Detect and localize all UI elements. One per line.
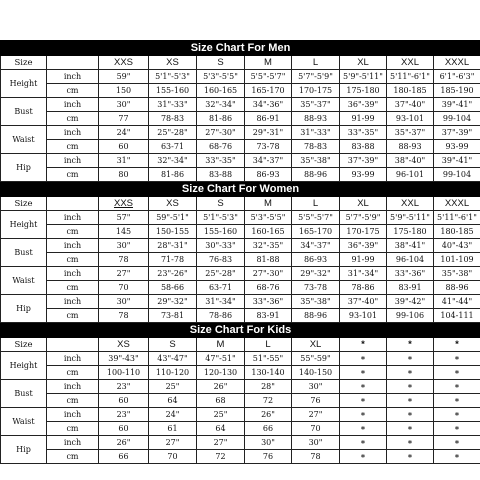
value-cell: 83-88 <box>340 140 387 154</box>
value-cell: 64 <box>197 422 245 436</box>
size-header-cell: XL <box>340 197 387 211</box>
value-cell: 60 <box>99 140 149 154</box>
value-cell: 160-165 <box>197 84 245 98</box>
unit-cell: inch <box>47 211 99 225</box>
value-cell: 78 <box>292 450 340 464</box>
value-cell: 24" <box>99 126 149 140</box>
value-cell: * <box>434 394 480 408</box>
value-cell: 78-86 <box>340 281 387 295</box>
value-cell: 180-185 <box>387 84 434 98</box>
value-cell: 83-91 <box>245 309 292 323</box>
value-cell: 40"-43" <box>434 239 480 253</box>
value-cell: 5'7"-5'9" <box>292 70 340 84</box>
measurement-name: Hip <box>1 436 47 464</box>
value-cell: 72 <box>245 394 292 408</box>
size-header-cell: S <box>197 197 245 211</box>
value-cell: 68 <box>197 394 245 408</box>
empty-cell <box>47 197 99 211</box>
value-cell: 32"-35" <box>245 239 292 253</box>
value-cell: 23" <box>99 380 149 394</box>
measurement-row <box>1 267 480 281</box>
value-cell: 30" <box>245 436 292 450</box>
value-cell: 93-101 <box>387 112 434 126</box>
value-cell: 26" <box>245 408 292 422</box>
size-header-cell: * <box>434 338 480 352</box>
value-cell: 37"-39" <box>434 126 480 140</box>
size-header-cell: L <box>292 197 340 211</box>
value-cell: 33"-35" <box>197 154 245 168</box>
value-cell: 33"-35" <box>340 126 387 140</box>
value-cell: 76 <box>292 394 340 408</box>
value-cell: 30" <box>292 436 340 450</box>
value-cell: 60 <box>99 422 149 436</box>
value-cell: 35"-37" <box>387 126 434 140</box>
value-cell: 59"-5'1" <box>149 211 197 225</box>
value-cell: 77 <box>99 112 149 126</box>
value-cell: 81-88 <box>245 253 292 267</box>
value-cell: * <box>387 394 434 408</box>
value-cell: 145 <box>99 225 149 239</box>
size-header-cell: XL <box>292 338 340 352</box>
measurement-row <box>1 225 480 239</box>
unit-cell: cm <box>47 450 99 464</box>
value-cell: 70 <box>99 281 149 295</box>
value-cell: 37"-40" <box>340 295 387 309</box>
value-cell: 68-76 <box>197 140 245 154</box>
value-cell: * <box>387 436 434 450</box>
section-title-row <box>1 182 480 197</box>
value-cell: 23"-26" <box>149 267 197 281</box>
size-header-cell: XXL <box>387 56 434 70</box>
value-cell: 140-150 <box>292 366 340 380</box>
value-cell: 32"-34" <box>197 98 245 112</box>
unit-cell: inch <box>47 154 99 168</box>
unit-cell: cm <box>47 366 99 380</box>
value-cell: 165-170 <box>292 225 340 239</box>
value-cell: 27" <box>149 436 197 450</box>
measurement-name: Bust <box>1 239 47 267</box>
value-cell: 27" <box>99 267 149 281</box>
size-header-cell: M <box>197 338 245 352</box>
measurement-row <box>1 112 480 126</box>
size-header-cell: * <box>340 338 387 352</box>
value-cell: 5'9"-5'11" <box>340 70 387 84</box>
unit-cell: inch <box>47 98 99 112</box>
value-cell: 86-93 <box>245 168 292 182</box>
section-title-row <box>1 323 480 338</box>
value-cell: 73-78 <box>245 140 292 154</box>
unit-cell: inch <box>47 295 99 309</box>
value-cell: 5'5"-5'7" <box>245 70 292 84</box>
value-cell: * <box>434 450 480 464</box>
value-cell: 58-66 <box>149 281 197 295</box>
value-cell: 86-91 <box>245 112 292 126</box>
value-cell: 88-96 <box>434 281 480 295</box>
value-cell: 120-130 <box>197 366 245 380</box>
measurement-name: Bust <box>1 380 47 408</box>
value-cell: 93-99 <box>434 140 480 154</box>
value-cell: 155-160 <box>149 84 197 98</box>
value-cell: 25" <box>197 408 245 422</box>
size-header-cell: S <box>149 338 197 352</box>
value-cell: 55"-59" <box>292 352 340 366</box>
measurement-name: Waist <box>1 267 47 295</box>
value-cell: 36"-39" <box>340 98 387 112</box>
value-cell: 76 <box>245 450 292 464</box>
value-cell: 170-175 <box>292 84 340 98</box>
value-cell: 25"-28" <box>149 126 197 140</box>
size-header-row <box>1 56 480 70</box>
value-cell: 30" <box>99 295 149 309</box>
value-cell: 6'1"-6'3" <box>434 70 480 84</box>
value-cell: * <box>387 408 434 422</box>
value-cell: 60 <box>99 394 149 408</box>
section-title: Size Chart For Men <box>1 41 480 56</box>
size-header-cell: XXL <box>387 197 434 211</box>
measurement-row <box>1 70 480 84</box>
measurement-name: Bust <box>1 98 47 126</box>
value-cell: 78 <box>99 253 149 267</box>
measurement-name: Hip <box>1 295 47 323</box>
size-header-cell: * <box>387 338 434 352</box>
value-cell: 25" <box>149 380 197 394</box>
value-cell: * <box>340 366 387 380</box>
value-cell: 160-165 <box>245 225 292 239</box>
measurement-row <box>1 281 480 295</box>
value-cell: 155-160 <box>197 225 245 239</box>
value-cell: * <box>434 380 480 394</box>
measurement-row <box>1 309 480 323</box>
value-cell: 43"-47" <box>149 352 197 366</box>
size-header-cell: L <box>245 338 292 352</box>
value-cell: 31"-33" <box>149 98 197 112</box>
value-cell: * <box>434 366 480 380</box>
value-cell: * <box>387 380 434 394</box>
value-cell: 51"-55" <box>245 352 292 366</box>
size-header-cell: XL <box>340 56 387 70</box>
value-cell: 57" <box>99 211 149 225</box>
value-cell: 5'1"-5'3" <box>197 211 245 225</box>
value-cell: * <box>340 380 387 394</box>
unit-cell: inch <box>47 70 99 84</box>
measurement-row <box>1 295 480 309</box>
value-cell: 78-83 <box>292 140 340 154</box>
value-cell: 26" <box>197 380 245 394</box>
value-cell: 38"-41" <box>387 239 434 253</box>
unit-cell: cm <box>47 168 99 182</box>
value-cell: 66 <box>245 422 292 436</box>
value-cell: 5'11"-6'1" <box>387 70 434 84</box>
size-header-cell: XXS <box>99 56 149 70</box>
value-cell: 35"-38" <box>292 295 340 309</box>
measurement-row <box>1 154 480 168</box>
value-cell: 31" <box>99 154 149 168</box>
value-cell: 93-101 <box>340 309 387 323</box>
value-cell: 36"-39" <box>340 239 387 253</box>
value-cell: 150-155 <box>149 225 197 239</box>
value-cell: 39"-42" <box>387 295 434 309</box>
value-cell: 33"-36" <box>245 295 292 309</box>
value-cell: 39"-41" <box>434 98 480 112</box>
measurement-row <box>1 168 480 182</box>
value-cell: 24" <box>149 408 197 422</box>
unit-cell: cm <box>47 394 99 408</box>
size-header-cell: XS <box>99 338 149 352</box>
value-cell: 30" <box>292 380 340 394</box>
value-cell: 5'3"-5'5" <box>245 211 292 225</box>
value-cell: 41"-44" <box>434 295 480 309</box>
value-cell: 29"-32" <box>149 295 197 309</box>
value-cell: 185-190 <box>434 84 480 98</box>
measurement-row <box>1 253 480 267</box>
measurement-row <box>1 98 480 112</box>
value-cell: 100-110 <box>99 366 149 380</box>
unit-cell: cm <box>47 225 99 239</box>
value-cell: 5'7"-5'9" <box>340 211 387 225</box>
size-header-cell: M <box>245 197 292 211</box>
value-cell: 96-101 <box>387 168 434 182</box>
size-label: Size <box>1 197 47 211</box>
value-cell: 31"-34" <box>340 267 387 281</box>
value-cell: 30"-33" <box>197 239 245 253</box>
unit-cell: inch <box>47 239 99 253</box>
value-cell: 26" <box>99 436 149 450</box>
empty-cell <box>47 338 99 352</box>
size-header-cell: XS <box>149 56 197 70</box>
value-cell: 5'11"-6'1" <box>434 211 480 225</box>
value-cell: 23" <box>99 408 149 422</box>
value-cell: 27" <box>197 436 245 450</box>
value-cell: 88-93 <box>387 140 434 154</box>
value-cell: 34"-37" <box>245 154 292 168</box>
value-cell: 80 <box>99 168 149 182</box>
unit-cell: inch <box>47 380 99 394</box>
unit-cell: cm <box>47 422 99 436</box>
value-cell: 78 <box>99 309 149 323</box>
value-cell: 99-106 <box>387 309 434 323</box>
size-header-row <box>1 338 480 352</box>
value-cell: 66 <box>99 450 149 464</box>
value-cell: 104-111 <box>434 309 480 323</box>
value-cell: 29"-31" <box>245 126 292 140</box>
value-cell: 5'1"-5'3" <box>149 70 197 84</box>
value-cell: * <box>340 352 387 366</box>
value-cell: 5'9"-5'11" <box>387 211 434 225</box>
value-cell: 72 <box>197 450 245 464</box>
measurement-row <box>1 84 480 98</box>
value-cell: 33"-36" <box>387 267 434 281</box>
section-title-row <box>1 41 480 56</box>
value-cell: * <box>387 366 434 380</box>
value-cell: 88-96 <box>292 309 340 323</box>
value-cell: 96-104 <box>387 253 434 267</box>
value-cell: * <box>340 450 387 464</box>
value-cell: 27"-30" <box>245 267 292 281</box>
unit-cell: inch <box>47 352 99 366</box>
unit-cell: inch <box>47 267 99 281</box>
value-cell: 39"-43" <box>99 352 149 366</box>
value-cell: 5'3"-5'5" <box>197 70 245 84</box>
size-header-cell: M <box>245 56 292 70</box>
value-cell: 88-93 <box>292 112 340 126</box>
value-cell: 37"-40" <box>387 98 434 112</box>
value-cell: 110-120 <box>149 366 197 380</box>
value-cell: 59" <box>99 70 149 84</box>
size-header-cell: XS <box>149 197 197 211</box>
measurement-row <box>1 380 480 394</box>
value-cell: 27" <box>292 408 340 422</box>
measurement-row <box>1 211 480 225</box>
measurement-name: Waist <box>1 408 47 436</box>
measurement-row <box>1 436 480 450</box>
value-cell: 29"-32" <box>292 267 340 281</box>
value-cell: * <box>340 436 387 450</box>
measurement-row <box>1 450 480 464</box>
value-cell: * <box>434 422 480 436</box>
value-cell: 99-104 <box>434 112 480 126</box>
measurement-name: Hip <box>1 154 47 182</box>
value-cell: 78-83 <box>149 112 197 126</box>
measurement-row <box>1 422 480 436</box>
size-header-cell: XXXL <box>434 56 480 70</box>
value-cell: 70 <box>292 422 340 436</box>
value-cell: 73-78 <box>292 281 340 295</box>
unit-cell: inch <box>47 126 99 140</box>
value-cell: 83-88 <box>197 168 245 182</box>
value-cell: 81-86 <box>149 168 197 182</box>
unit-cell: inch <box>47 436 99 450</box>
value-cell: 71-78 <box>149 253 197 267</box>
size-header-cell: L <box>292 56 340 70</box>
value-cell: 34"-36" <box>245 98 292 112</box>
unit-cell: cm <box>47 309 99 323</box>
measurement-name: Waist <box>1 126 47 154</box>
value-cell: 5'5"-5'7" <box>292 211 340 225</box>
value-cell: 47"-51" <box>197 352 245 366</box>
value-cell: 35"-38" <box>434 267 480 281</box>
measurement-row <box>1 366 480 380</box>
measurement-name: Height <box>1 352 47 380</box>
value-cell: 35"-37" <box>292 98 340 112</box>
value-cell: 170-175 <box>340 225 387 239</box>
value-cell: 64 <box>149 394 197 408</box>
value-cell: 88-96 <box>292 168 340 182</box>
measurement-row <box>1 239 480 253</box>
size-label: Size <box>1 56 47 70</box>
value-cell: * <box>434 436 480 450</box>
measurement-name: Height <box>1 211 47 239</box>
value-cell: 30" <box>99 239 149 253</box>
value-cell: 68-76 <box>245 281 292 295</box>
size-header-cell: S <box>197 56 245 70</box>
measurement-row <box>1 126 480 140</box>
value-cell: 38"-40" <box>387 154 434 168</box>
value-cell: 101-109 <box>434 253 480 267</box>
size-header-row <box>1 197 480 211</box>
unit-cell: inch <box>47 408 99 422</box>
size-label: Size <box>1 338 47 352</box>
size-chart <box>0 40 480 464</box>
unit-cell: cm <box>47 281 99 295</box>
measurement-row <box>1 140 480 154</box>
value-cell: 28"-31" <box>149 239 197 253</box>
value-cell: 32"-34" <box>149 154 197 168</box>
section-title: Size Chart For Women <box>1 182 480 197</box>
value-cell: 99-104 <box>434 168 480 182</box>
size-chart-table <box>0 40 480 464</box>
value-cell: 61 <box>149 422 197 436</box>
value-cell: 175-180 <box>340 84 387 98</box>
value-cell: * <box>340 422 387 436</box>
value-cell: * <box>434 408 480 422</box>
value-cell: 30" <box>99 98 149 112</box>
value-cell: 25"-28" <box>197 267 245 281</box>
value-cell: * <box>387 450 434 464</box>
size-header-cell: XXS <box>99 197 149 211</box>
value-cell: 35"-38" <box>292 154 340 168</box>
value-cell: 91-99 <box>340 253 387 267</box>
value-cell: 78-86 <box>197 309 245 323</box>
value-cell: 165-170 <box>245 84 292 98</box>
value-cell: 27"-30" <box>197 126 245 140</box>
unit-cell: cm <box>47 84 99 98</box>
value-cell: * <box>340 394 387 408</box>
value-cell: * <box>434 352 480 366</box>
section-title: Size Chart For Kids <box>1 323 480 338</box>
value-cell: 63-71 <box>149 140 197 154</box>
value-cell: 34"-37" <box>292 239 340 253</box>
value-cell: 93-99 <box>340 168 387 182</box>
value-cell: 63-71 <box>197 281 245 295</box>
value-cell: 70 <box>149 450 197 464</box>
value-cell: * <box>340 408 387 422</box>
value-cell: 180-185 <box>434 225 480 239</box>
unit-cell: cm <box>47 253 99 267</box>
value-cell: 31"-34" <box>197 295 245 309</box>
measurement-row <box>1 408 480 422</box>
value-cell: 150 <box>99 84 149 98</box>
value-cell: 91-99 <box>340 112 387 126</box>
value-cell: * <box>387 422 434 436</box>
measurement-name: Height <box>1 70 47 98</box>
value-cell: 73-81 <box>149 309 197 323</box>
value-cell: 39"-41" <box>434 154 480 168</box>
value-cell: 28" <box>245 380 292 394</box>
value-cell: 83-91 <box>387 281 434 295</box>
value-cell: 175-180 <box>387 225 434 239</box>
measurement-row <box>1 352 480 366</box>
unit-cell: cm <box>47 140 99 154</box>
unit-cell: cm <box>47 112 99 126</box>
value-cell: 37"-39" <box>340 154 387 168</box>
value-cell: 81-86 <box>197 112 245 126</box>
value-cell: 86-93 <box>292 253 340 267</box>
size-header-cell: XXXL <box>434 197 480 211</box>
measurement-row <box>1 394 480 408</box>
value-cell: 130-140 <box>245 366 292 380</box>
value-cell: 76-83 <box>197 253 245 267</box>
empty-cell <box>47 56 99 70</box>
value-cell: * <box>387 352 434 366</box>
value-cell: 31"-33" <box>292 126 340 140</box>
